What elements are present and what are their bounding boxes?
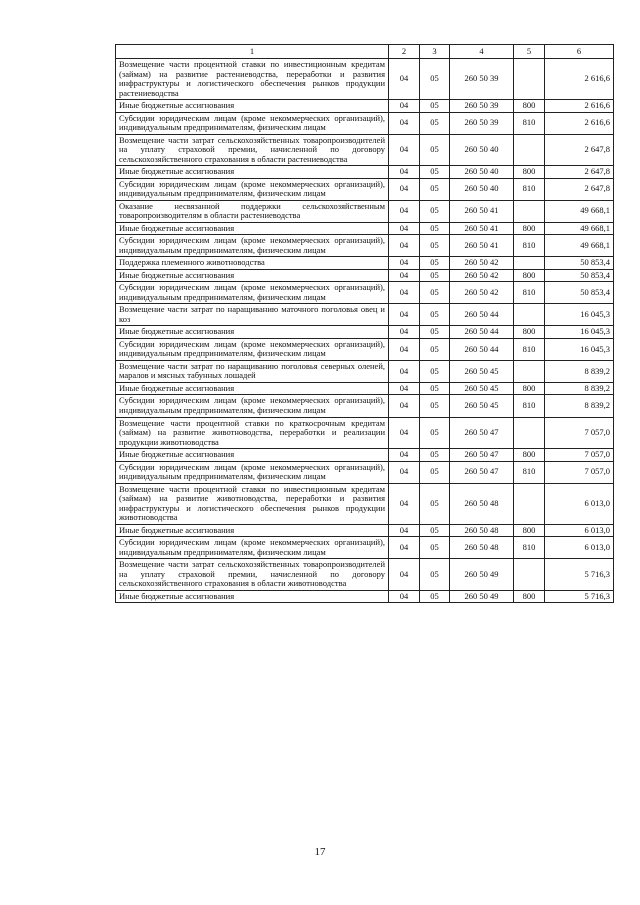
table-row <box>116 59 614 100</box>
row-amount: 7 057,0 <box>545 461 614 483</box>
row-subsection-code: 05 <box>420 338 450 360</box>
row-description: Иные бюджетные ассигнования <box>116 590 389 603</box>
row-amount: 16 045,3 <box>545 304 614 326</box>
row-amount: 8 839,2 <box>545 382 614 395</box>
row-subsection-code: 05 <box>420 483 450 524</box>
table-row <box>116 178 614 200</box>
row-amount: 50 853,4 <box>545 282 614 304</box>
row-description: Возмещение части процентной ставки по инвестиционным кредитам (займам) на развитие животноводства, переработки и развития инфраструктуры и логистического обеспечения рынков продукции животноводства <box>116 483 389 524</box>
table-row <box>116 222 614 235</box>
row-amount: 8 839,2 <box>545 360 614 382</box>
row-target-article: 260 50 48 <box>450 537 514 559</box>
table-row <box>116 282 614 304</box>
row-amount: 2 616,6 <box>545 112 614 134</box>
row-section-code: 04 <box>389 461 420 483</box>
row-section-code: 04 <box>389 282 420 304</box>
row-expense-type: 800 <box>514 382 545 395</box>
header-col-1: 1 <box>116 45 389 59</box>
row-subsection-code: 05 <box>420 524 450 537</box>
row-target-article: 260 50 44 <box>450 338 514 360</box>
row-section-code: 04 <box>389 200 420 222</box>
row-expense-type: 810 <box>514 338 545 360</box>
row-amount: 5 716,3 <box>545 590 614 603</box>
row-target-article: 260 50 45 <box>450 395 514 417</box>
header-col-4: 4 <box>450 45 514 59</box>
row-amount: 2 616,6 <box>545 100 614 113</box>
row-subsection-code: 05 <box>420 257 450 270</box>
row-target-article: 260 50 41 <box>450 235 514 257</box>
row-amount: 7 057,0 <box>545 449 614 462</box>
table-body <box>116 59 614 603</box>
row-target-article: 260 50 44 <box>450 326 514 339</box>
row-expense-type: 810 <box>514 537 545 559</box>
row-description: Возмещение части процентной ставки по инвестиционным кредитам (займам) на развитие растениеводства, переработки и развития инфраструктуры и логистического обеспечения рынков продукции растениеводства <box>116 59 389 100</box>
row-amount: 50 853,4 <box>545 257 614 270</box>
row-target-article: 260 50 40 <box>450 134 514 166</box>
row-subsection-code: 05 <box>420 461 450 483</box>
row-expense-type: 810 <box>514 282 545 304</box>
row-amount: 7 057,0 <box>545 417 614 449</box>
row-description: Иные бюджетные ассигнования <box>116 100 389 113</box>
row-expense-type: 800 <box>514 524 545 537</box>
row-expense-type: 800 <box>514 166 545 179</box>
row-expense-type: 810 <box>514 395 545 417</box>
row-subsection-code: 05 <box>420 166 450 179</box>
row-subsection-code: 05 <box>420 537 450 559</box>
row-section-code: 04 <box>389 537 420 559</box>
row-target-article: 260 50 40 <box>450 166 514 179</box>
row-section-code: 04 <box>389 417 420 449</box>
row-target-article: 260 50 49 <box>450 590 514 603</box>
row-target-article: 260 50 49 <box>450 559 514 591</box>
row-description: Иные бюджетные ассигнования <box>116 382 389 395</box>
row-target-article: 260 50 48 <box>450 483 514 524</box>
row-amount: 16 045,3 <box>545 326 614 339</box>
row-expense-type: 810 <box>514 461 545 483</box>
row-section-code: 04 <box>389 559 420 591</box>
table-row <box>116 112 614 134</box>
header-col-2: 2 <box>389 45 420 59</box>
table-row <box>116 417 614 449</box>
table-row <box>116 537 614 559</box>
table-row <box>116 257 614 270</box>
row-section-code: 04 <box>389 338 420 360</box>
row-target-article: 260 50 42 <box>450 257 514 270</box>
row-description: Возмещение части затрат по наращиванию маточного поголовья овец и коз <box>116 304 389 326</box>
row-subsection-code: 05 <box>420 326 450 339</box>
row-section-code: 04 <box>389 524 420 537</box>
row-description: Оказание несвязанной поддержки сельскохозяйственным товаропроизводителям в области растениеводства <box>116 200 389 222</box>
row-target-article: 260 50 45 <box>450 360 514 382</box>
row-description: Иные бюджетные ассигнования <box>116 269 389 282</box>
row-description: Иные бюджетные ассигнования <box>116 166 389 179</box>
row-target-article: 260 50 39 <box>450 112 514 134</box>
row-section-code: 04 <box>389 269 420 282</box>
row-subsection-code: 05 <box>420 59 450 100</box>
row-expense-type <box>514 134 545 166</box>
row-section-code: 04 <box>389 59 420 100</box>
table-row <box>116 524 614 537</box>
row-subsection-code: 05 <box>420 395 450 417</box>
row-section-code: 04 <box>389 166 420 179</box>
row-expense-type: 810 <box>514 178 545 200</box>
row-section-code: 04 <box>389 449 420 462</box>
header-row <box>116 45 614 59</box>
row-description: Иные бюджетные ассигнования <box>116 326 389 339</box>
table-row <box>116 100 614 113</box>
row-description: Субсидии юридическим лицам (кроме некоммерческих организаций), индивидуальным предпринимателям, физическим лицам <box>116 178 389 200</box>
row-subsection-code: 05 <box>420 360 450 382</box>
row-subsection-code: 05 <box>420 417 450 449</box>
table-row <box>116 326 614 339</box>
row-target-article: 260 50 45 <box>450 382 514 395</box>
row-amount: 8 839,2 <box>545 395 614 417</box>
row-subsection-code: 05 <box>420 449 450 462</box>
table-row <box>116 166 614 179</box>
row-subsection-code: 05 <box>420 178 450 200</box>
header-col-3: 3 <box>420 45 450 59</box>
header-col-6: 6 <box>545 45 614 59</box>
row-amount: 6 013,0 <box>545 537 614 559</box>
row-subsection-code: 05 <box>420 304 450 326</box>
table-row <box>116 338 614 360</box>
row-subsection-code: 05 <box>420 200 450 222</box>
row-amount: 50 853,4 <box>545 269 614 282</box>
row-subsection-code: 05 <box>420 235 450 257</box>
row-amount: 2 647,8 <box>545 166 614 179</box>
table-row <box>116 483 614 524</box>
row-section-code: 04 <box>389 257 420 270</box>
row-description: Иные бюджетные ассигнования <box>116 222 389 235</box>
row-amount: 2 647,8 <box>545 178 614 200</box>
row-description: Субсидии юридическим лицам (кроме некоммерческих организаций), индивидуальным предпринимателям, физическим лицам <box>116 282 389 304</box>
row-expense-type: 800 <box>514 222 545 235</box>
row-description: Возмещение части процентной ставки по краткосрочным кредитам (займам) на развитие животноводства, переработки и реализации продукции животноводства <box>116 417 389 449</box>
row-subsection-code: 05 <box>420 590 450 603</box>
row-section-code: 04 <box>389 360 420 382</box>
row-expense-type <box>514 559 545 591</box>
row-expense-type <box>514 200 545 222</box>
row-target-article: 260 50 44 <box>450 304 514 326</box>
table-row <box>116 269 614 282</box>
row-expense-type <box>514 360 545 382</box>
row-target-article: 260 50 47 <box>450 461 514 483</box>
row-expense-type: 800 <box>514 269 545 282</box>
row-description: Возмещение части затрат сельскохозяйственных товаропроизводителей на уплату страховой премии, начисленной по договору сельскохозяйственного страхования в области животноводства <box>116 559 389 591</box>
row-expense-type <box>514 59 545 100</box>
table-row <box>116 449 614 462</box>
header-col-5: 5 <box>514 45 545 59</box>
table-row <box>116 304 614 326</box>
row-subsection-code: 05 <box>420 559 450 591</box>
row-section-code: 04 <box>389 590 420 603</box>
row-section-code: 04 <box>389 112 420 134</box>
row-amount: 6 013,0 <box>545 524 614 537</box>
row-expense-type: 800 <box>514 449 545 462</box>
row-expense-type <box>514 304 545 326</box>
row-subsection-code: 05 <box>420 112 450 134</box>
row-section-code: 04 <box>389 483 420 524</box>
row-amount: 2 647,8 <box>545 134 614 166</box>
row-description: Субсидии юридическим лицам (кроме некоммерческих организаций), индивидуальным предпринимателям, физическим лицам <box>116 112 389 134</box>
row-amount: 49 668,1 <box>545 200 614 222</box>
row-target-article: 260 50 42 <box>450 282 514 304</box>
row-amount: 16 045,3 <box>545 338 614 360</box>
row-target-article: 260 50 40 <box>450 178 514 200</box>
row-expense-type: 800 <box>514 590 545 603</box>
row-section-code: 04 <box>389 134 420 166</box>
row-description: Субсидии юридическим лицам (кроме некоммерческих организаций), индивидуальным предпринимателям, физическим лицам <box>116 338 389 360</box>
table-row <box>116 461 614 483</box>
table-row <box>116 235 614 257</box>
row-expense-type <box>514 417 545 449</box>
row-amount: 49 668,1 <box>545 222 614 235</box>
row-amount: 5 716,3 <box>545 559 614 591</box>
row-subsection-code: 05 <box>420 282 450 304</box>
table-row <box>116 382 614 395</box>
row-section-code: 04 <box>389 178 420 200</box>
row-section-code: 04 <box>389 304 420 326</box>
row-description: Поддержка племенного животноводства <box>116 257 389 270</box>
row-description: Иные бюджетные ассигнования <box>116 524 389 537</box>
row-target-article: 260 50 41 <box>450 222 514 235</box>
row-target-article: 260 50 42 <box>450 269 514 282</box>
table-row <box>116 200 614 222</box>
row-description: Субсидии юридическим лицам (кроме некоммерческих организаций), индивидуальным предпринимателям, физическим лицам <box>116 395 389 417</box>
row-expense-type <box>514 483 545 524</box>
row-target-article: 260 50 39 <box>450 59 514 100</box>
row-target-article: 260 50 39 <box>450 100 514 113</box>
row-section-code: 04 <box>389 235 420 257</box>
row-amount: 6 013,0 <box>545 483 614 524</box>
row-amount: 2 616,6 <box>545 59 614 100</box>
row-section-code: 04 <box>389 382 420 395</box>
row-section-code: 04 <box>389 395 420 417</box>
row-subsection-code: 05 <box>420 382 450 395</box>
row-target-article: 260 50 47 <box>450 417 514 449</box>
row-description: Субсидии юридическим лицам (кроме некоммерческих организаций), индивидуальным предпринимателям, физическим лицам <box>116 235 389 257</box>
row-expense-type: 810 <box>514 235 545 257</box>
row-description: Возмещение части затрат сельскохозяйственных товаропроизводителей на уплату страховой премии, начисленной по договору сельскохозяйственного страхования в области растениеводства <box>116 134 389 166</box>
row-target-article: 260 50 47 <box>450 449 514 462</box>
row-description: Субсидии юридическим лицам (кроме некоммерческих организаций), индивидуальным предпринимателям, физическим лицам <box>116 461 389 483</box>
row-subsection-code: 05 <box>420 134 450 166</box>
row-expense-type: 800 <box>514 326 545 339</box>
row-subsection-code: 05 <box>420 222 450 235</box>
page-number: 17 <box>314 846 326 858</box>
row-expense-type <box>514 257 545 270</box>
row-target-article: 260 50 48 <box>450 524 514 537</box>
table-row <box>116 360 614 382</box>
row-expense-type: 800 <box>514 100 545 113</box>
row-amount: 49 668,1 <box>545 235 614 257</box>
row-section-code: 04 <box>389 100 420 113</box>
row-description: Субсидии юридическим лицам (кроме некоммерческих организаций), индивидуальным предпринимателям, физическим лицам <box>116 537 389 559</box>
row-subsection-code: 05 <box>420 100 450 113</box>
row-target-article: 260 50 41 <box>450 200 514 222</box>
table-row <box>116 134 614 166</box>
budget-table <box>115 44 614 603</box>
row-section-code: 04 <box>389 326 420 339</box>
row-subsection-code: 05 <box>420 269 450 282</box>
row-description: Иные бюджетные ассигнования <box>116 449 389 462</box>
row-expense-type: 810 <box>514 112 545 134</box>
table-row <box>116 590 614 603</box>
table-row <box>116 395 614 417</box>
row-description: Возмещение части затрат по наращиванию поголовья северных оленей, маралов и мясных табунных лошадей <box>116 360 389 382</box>
row-section-code: 04 <box>389 222 420 235</box>
table-row <box>116 559 614 591</box>
